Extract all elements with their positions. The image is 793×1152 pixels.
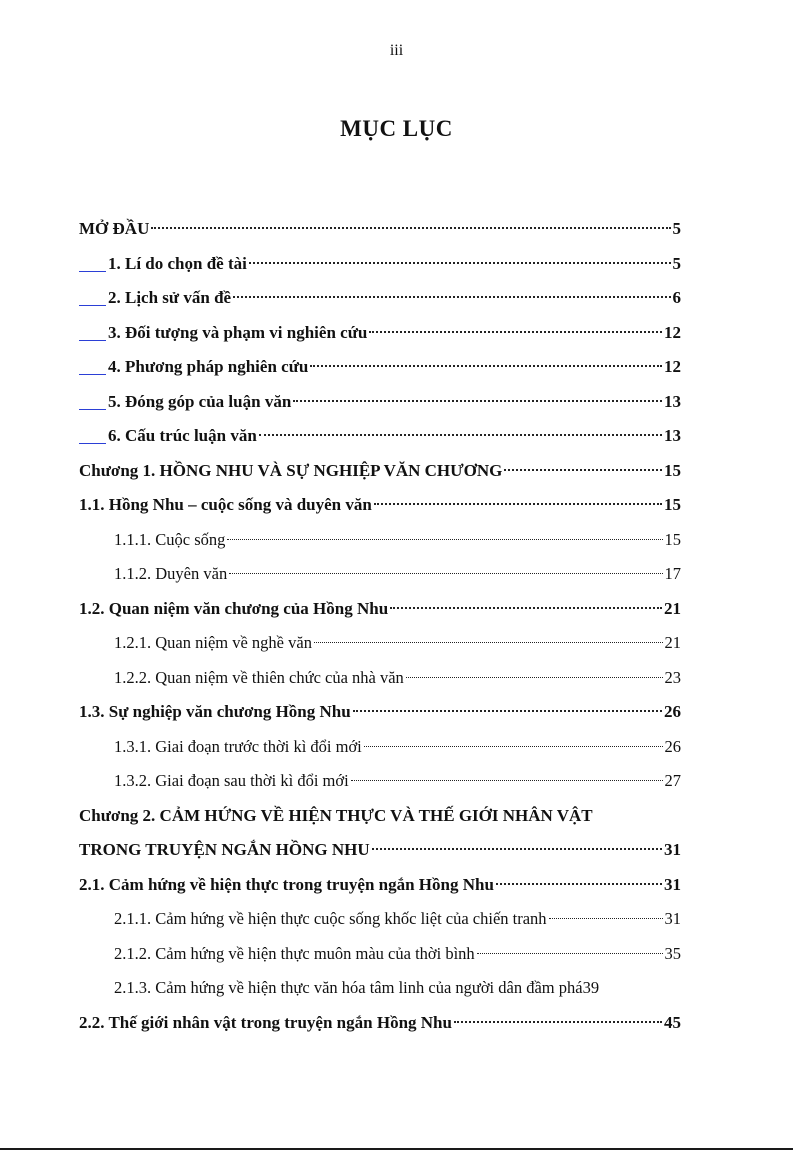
toc-entry-label: Chương 2. CẢM HỨNG VỀ HIỆN THỰC VÀ THẾ GIỚI NHÂN VẬT <box>79 805 593 825</box>
page-title: MỤC LỤC <box>340 116 453 141</box>
toc-entry[interactable] <box>79 527 681 562</box>
toc-entry[interactable] <box>79 734 681 769</box>
toc-entry-page: 26 <box>664 702 681 721</box>
toc-entry-page: 39 <box>582 978 600 997</box>
dot-leader <box>369 331 662 333</box>
toc-entry-page: 6 <box>672 288 681 307</box>
toc-entry-page: 13 <box>664 426 681 445</box>
toc-entry-page: 26 <box>664 736 681 756</box>
toc-entry-label: 1.2.2. Quan niệm về thiên chức của nhà văn <box>114 667 404 687</box>
toc-entry-page: 15 <box>664 495 681 514</box>
toc-entry-page: 27 <box>664 771 681 790</box>
toc-entry-page: 15 <box>664 529 681 549</box>
toc-entry-page: 15 <box>664 460 681 480</box>
link-marker <box>79 304 106 306</box>
toc-entry[interactable] <box>79 837 681 872</box>
toc-entry-label: Chương 1. HỒNG NHU VÀ SỰ NGHIỆP VĂN CHƯƠNG <box>79 460 503 480</box>
page-number: iii <box>389 42 404 59</box>
link-marker <box>79 408 106 410</box>
toc-entry-label: 4. Phương pháp nghiên cứu <box>108 357 309 376</box>
toc-entry-label: 2.1. Cảm hứng về hiện thực trong truyện ngắn Hồng Nhu <box>79 874 494 894</box>
dot-leader <box>151 227 670 229</box>
toc-entry-label: 3. Đối tượng và phạm vi nghiên cứu <box>108 322 368 342</box>
dot-leader <box>293 400 662 402</box>
toc-entry[interactable] <box>79 1010 681 1045</box>
dot-leader <box>374 503 662 505</box>
dot-leader <box>406 677 663 678</box>
toc-entry-label: MỞ ĐẦU <box>79 219 150 238</box>
toc-entry-label: 2.1.2. Cảm hứng về hiện thực muôn màu của thời bình <box>114 943 475 963</box>
toc-entry-page: 21 <box>664 633 681 652</box>
toc-entry[interactable] <box>79 354 681 389</box>
dot-leader <box>549 918 663 919</box>
toc-entry-page: 17 <box>664 564 681 583</box>
toc-entry[interactable] <box>79 941 681 976</box>
toc-entry-label: 5. Đóng góp của luận văn <box>108 391 292 411</box>
toc-entry[interactable] <box>79 596 681 631</box>
dot-leader <box>233 296 670 298</box>
toc-entry-label: TRONG TRUYỆN NGẮN HỒNG NHU <box>79 840 370 859</box>
toc-entry[interactable] <box>79 803 681 838</box>
page-bottom-rule <box>0 1148 793 1150</box>
toc-entry-label: 1.2.1. Quan niệm về nghề văn <box>114 633 312 652</box>
toc-entry[interactable] <box>79 389 681 424</box>
toc-entry[interactable] <box>79 630 681 665</box>
dot-leader <box>227 539 662 540</box>
dot-leader <box>496 883 662 885</box>
toc-entry-page: 31 <box>664 909 681 928</box>
toc-entry-label: 1.3.1. Giai đoạn trước thời kì đổi mới <box>114 736 362 756</box>
dot-leader <box>477 953 663 954</box>
toc-entry-page: 21 <box>664 598 681 618</box>
dot-leader <box>310 365 662 367</box>
toc-entry-label: 1.1.1. Cuộc sống <box>114 529 226 549</box>
toc-entry[interactable] <box>79 285 681 320</box>
toc-entry[interactable] <box>79 872 681 907</box>
toc-entry-label: 1.2. Quan niệm văn chương của Hồng Nhu <box>79 598 389 618</box>
toc-entry[interactable] <box>79 665 681 700</box>
dot-leader <box>390 607 662 609</box>
dot-leader <box>259 434 662 436</box>
toc-entry-label: 1. Lí do chọn đề tài <box>108 253 247 273</box>
toc-entry[interactable] <box>79 561 681 596</box>
dot-leader <box>353 710 662 712</box>
toc-entry-label: 2.1.1. Cảm hứng về hiện thực cuộc sống khốc liệt của chiến tranh <box>114 909 547 928</box>
link-marker <box>79 373 106 375</box>
toc-entry[interactable] <box>79 216 681 251</box>
dot-leader <box>364 746 663 747</box>
toc-entry-label: 2.2. Thế giới nhân vật trong truyện ngắn Hồng Nhu <box>79 1012 452 1032</box>
toc-entry-label: 1.1. Hồng Nhu – cuộc sống và duyên văn <box>79 495 372 514</box>
toc-entry-page: 5 <box>672 253 681 273</box>
toc-entry-label: 1.3.2. Giai đoạn sau thời kì đổi mới <box>114 771 349 790</box>
link-marker <box>79 270 106 272</box>
toc-entry[interactable] <box>79 768 681 803</box>
toc-entry[interactable] <box>79 423 681 458</box>
dot-leader <box>351 780 663 781</box>
toc-entry-page: 12 <box>664 357 681 376</box>
table-of-contents <box>79 216 681 1044</box>
toc-entry-label: 1.3. Sự nghiệp văn chương Hồng Nhu <box>79 702 351 721</box>
dot-leader <box>372 848 662 850</box>
toc-entry-page: 23 <box>664 667 681 687</box>
toc-entry-label: 6. Cấu trúc luận văn <box>108 426 257 445</box>
toc-entry-page: 5 <box>672 219 681 238</box>
toc-entry[interactable] <box>79 906 681 941</box>
toc-entry-page: 31 <box>664 874 681 894</box>
dot-leader <box>314 642 663 643</box>
toc-entry[interactable] <box>79 320 681 355</box>
toc-entry[interactable] <box>79 975 681 1010</box>
toc-entry[interactable] <box>79 699 681 734</box>
toc-entry-page: 45 <box>664 1012 681 1032</box>
dot-leader <box>504 469 662 471</box>
toc-entry-label: 2. Lịch sử vấn đề <box>108 288 232 307</box>
toc-entry[interactable] <box>79 492 681 527</box>
link-marker <box>79 339 106 341</box>
toc-entry[interactable] <box>79 251 681 286</box>
dot-leader <box>249 262 671 264</box>
toc-entry-page: 12 <box>664 322 681 342</box>
toc-entry-label: 2.1.3. Cảm hứng về hiện thực văn hóa tâm linh của người dân đầm phá <box>114 978 583 997</box>
toc-entry-page: 31 <box>664 840 681 859</box>
toc-entry[interactable] <box>79 458 681 493</box>
dot-leader <box>229 573 662 574</box>
toc-entry-label: 1.1.2. Duyên văn <box>114 564 228 583</box>
toc-entry-page: 13 <box>664 391 681 411</box>
dot-leader <box>454 1021 662 1023</box>
link-marker <box>79 442 106 444</box>
toc-entry-page: 35 <box>664 943 681 963</box>
